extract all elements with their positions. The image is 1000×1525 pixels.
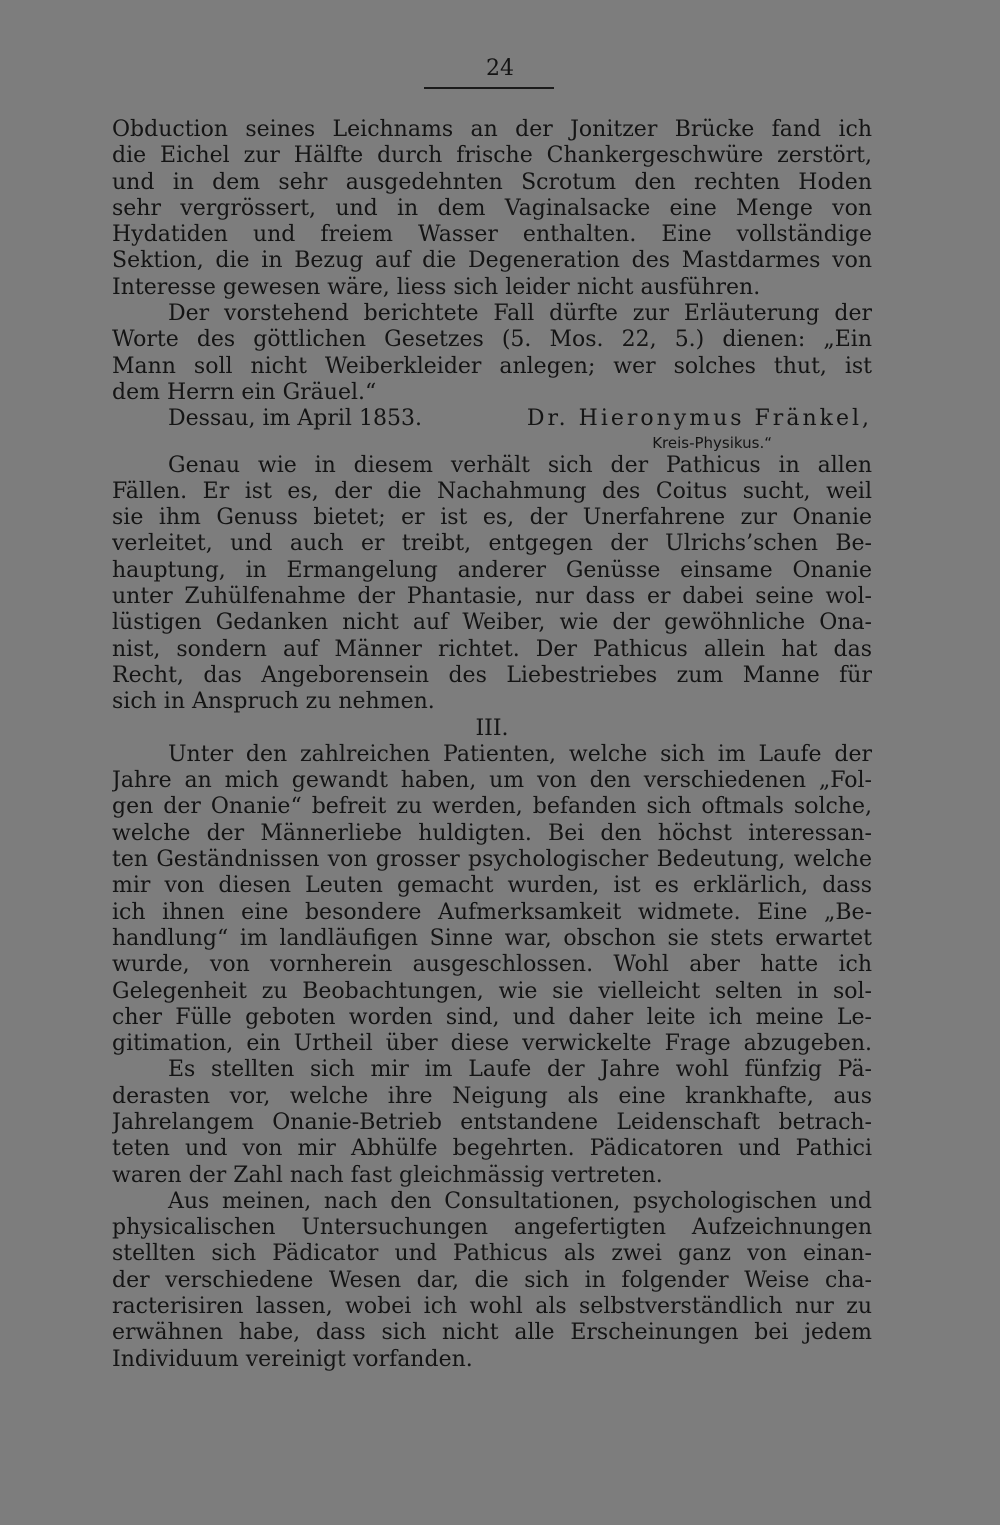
text-line: die Eichel zur Hälfte durch frische Chankergeschwüre zerstört, — [112, 143, 872, 169]
page-number-rule — [424, 87, 554, 89]
text-line: sie ihm Genuss bietet; er ist es, der Unerfahrene zur Onanie — [112, 505, 872, 531]
section-heading: III. — [475, 715, 509, 741]
text-line: gen der Onanie“ befreit zu werden, befanden sich oftmals solche, — [112, 794, 872, 820]
text-line: waren der Zahl nach fast gleichmässig vertreten. — [112, 1162, 663, 1188]
text-line: teten und von mir Abhülfe begehrten. Pädicatoren und Pathici — [112, 1136, 872, 1162]
text-line: Individuum vereinigt vorfanden. — [112, 1346, 473, 1372]
text-line: der verschiedene Wesen dar, die sich in folgender Weise cha- — [112, 1267, 872, 1293]
text-line: Genau wie in diesem verhält sich der Pathicus in allen — [168, 452, 872, 478]
paragraph-aufzeichnungen — [112, 1189, 872, 1373]
text-line: Interesse gewesen wäre, liess sich leider nicht ausführen. — [112, 274, 761, 300]
text-line: Aus meinen, nach den Consultationen, psychologischen und — [168, 1188, 872, 1214]
text-line: Sektion, die in Bezug auf die Degeneration des Mastdarmes von — [112, 248, 872, 274]
text-line: lüstigen Gedanken nicht auf Weiber, wie der gewöhnliche Ona- — [112, 610, 872, 636]
text-line: Recht, das Angeborensein des Liebestriebes zum Manne für — [112, 662, 872, 688]
text-line: hauptung, in Ermangelung anderer Genüsse einsame Onanie — [112, 557, 872, 583]
text-line: und in dem sehr ausgedehnten Scrotum den rechten Hoden — [112, 169, 872, 195]
text-line: derasten vor, welche ihre Neigung als eine krankhafte, aus — [112, 1083, 872, 1109]
text-line: Mann soll nicht Weiberkleider anlegen; wer solches thut, ist — [112, 353, 872, 379]
text-line: Obduction seines Leichnams an der Jonitzer Brücke fand ich — [112, 117, 872, 142]
text-line: sich in Anspruch zu nehmen. — [112, 689, 435, 715]
text-line: Hydatiden und freiem Wasser enthalten. Eine vollständige — [112, 222, 872, 248]
text-line: racterisiren lassen, wobei ich wohl als selbstverständlich nur zu — [112, 1294, 872, 1320]
text-line: sehr vergrössert, und in dem Vaginalsacke eine Menge von — [112, 195, 872, 221]
text-line: cher Fülle geboten worden sind, und daher leite ich meine Le- — [112, 1004, 872, 1030]
text-line: unter Zuhülfenahme der Phantasie, nur dass er dabei seine wol- — [112, 584, 872, 610]
signature-place-date: Dessau, im April 1853. — [168, 406, 422, 432]
paragraph-pathicus — [112, 453, 872, 716]
text-line: erwähnen habe, dass sich nicht alle Erscheinungen bei jedem — [112, 1320, 872, 1346]
text-line: Jahrelangem Onanie-Betrieb entstandene Leidenschaft betrach- — [112, 1109, 872, 1135]
text-line: physicalischen Untersuchungen angefertigten Aufzeichnungen — [112, 1215, 872, 1241]
text-line: dem Herrn ein Gräuel.“ — [112, 379, 377, 405]
text-line: Fällen. Er ist es, der die Nachahmung des Coitus sucht, weil — [112, 478, 872, 504]
signature-name: Dr. Hieronymus Fränkel, — [526, 406, 872, 432]
text-line: Jahre an mich gewandt haben, um von den verschiedenen „Fol- — [112, 768, 872, 794]
text-line: Unter den zahlreichen Patienten, welche sich im Laufe der — [168, 741, 872, 767]
paragraph-patienten — [112, 742, 872, 1058]
page-text — [112, 117, 872, 1373]
text-line: wurde, von vornherein ausgeschlossen. Wohl aber hatte ich — [112, 952, 872, 978]
page-number: 24 — [486, 56, 514, 81]
signature-title: Kreis-Physikus.“ — [652, 433, 772, 452]
text-line: handlung“ im landläufigen Sinne war, obschon sie stets erwartet — [112, 925, 872, 951]
paragraph-paederasten — [112, 1057, 872, 1188]
text-line: Gelegenheit zu Beobachtungen, wie sie vielleicht selten in sol- — [112, 978, 872, 1004]
signature-block — [112, 406, 872, 452]
text-line: Worte des göttlichen Gesetzes (5. Mos. 22, 5.) dienen: „Ein — [112, 327, 872, 353]
text-line: welche der Männerliebe huldigten. Bei den höchst interessan- — [112, 820, 872, 846]
text-line: stellten sich Pädicator und Pathicus als zwei ganz von einan- — [112, 1241, 872, 1267]
text-line: gitimation, ein Urtheil über diese verwickelte Frage abzugeben. — [112, 1031, 872, 1057]
text-line: verleitet, und auch er treibt, entgegen der Ulrichs’schen Be- — [112, 531, 872, 557]
paragraph-obduction — [112, 117, 872, 406]
text-line: ten Geständnissen von grosser psychologischer Bedeutung, welche — [112, 847, 872, 873]
text-line: nist, sondern auf Männer richtet. Der Pathicus allein hat das — [112, 636, 872, 662]
text-line: Der vorstehend berichtete Fall dürfte zur Erläuterung der — [168, 301, 872, 327]
text-line: Es stellten sich mir im Laufe der Jahre wohl fünfzig Pä- — [168, 1057, 872, 1083]
text-line: mir von diesen Leuten gemacht wurden, ist es erklärlich, dass — [112, 873, 872, 899]
text-line: ich ihnen eine besondere Aufmerksamkeit widmete. Eine „Be- — [112, 899, 872, 925]
